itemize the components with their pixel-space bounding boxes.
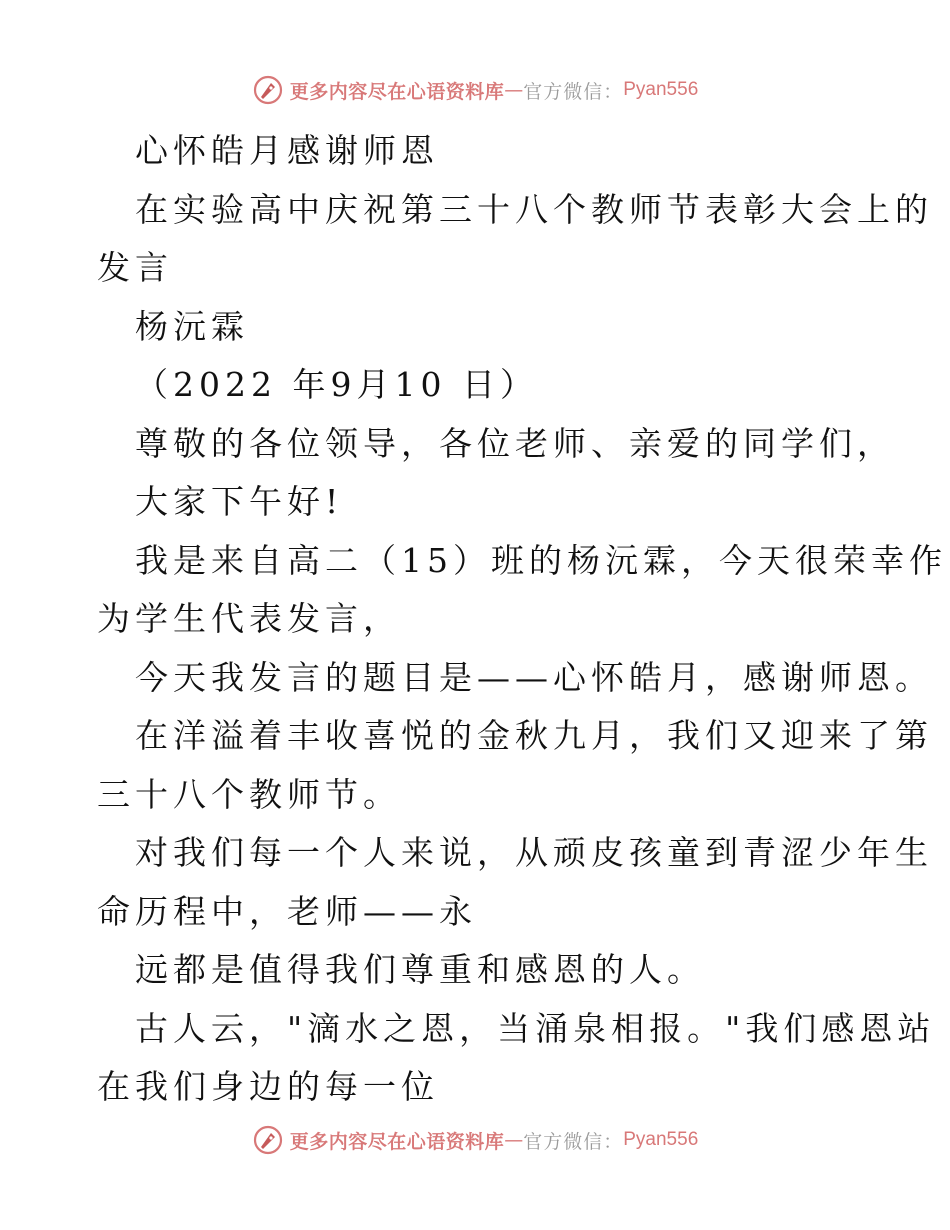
pen-nib-logo-icon (252, 74, 284, 106)
document-line: 发言 (97, 248, 173, 287)
document-line: 命历程中，老师——永 (97, 891, 477, 931)
document-line: 大家下午好! (135, 482, 344, 521)
header-banner (0, 70, 950, 110)
document-line: 尊敬的各位领导，各位老师、亲爱的同学们， (135, 423, 895, 463)
document-line: 远都是值得我们尊重和感恩的人。 (135, 950, 705, 989)
banner-dash: — (504, 1129, 524, 1151)
banner-main-text: 更多内容尽在心语资料库 (289, 80, 505, 103)
pen-nib-logo-icon (252, 1124, 284, 1156)
document-line: 在洋溢着丰收喜悦的金秋九月，我们又迎来了第 (135, 716, 933, 755)
document-line: 心怀皓月感谢师恩 (135, 131, 439, 170)
banner-main-text: 更多内容尽在心语资料库 (289, 1130, 505, 1153)
document-line: 在实验高中庆祝第三十八个教师节表彰大会上的 (135, 189, 933, 229)
banner-wechat-id: Pyan556 (623, 1129, 699, 1150)
banner-wechat-id: Pyan556 (623, 79, 699, 100)
footer-banner (0, 1120, 950, 1160)
document-line: 古人云，"滴水之恩，当涌泉相报。"我们感恩站 (135, 1008, 936, 1048)
banner-label: 官方微信： (523, 1130, 624, 1153)
document-line: 三十八个教师节。 (97, 774, 401, 814)
document-body (97, 122, 947, 1117)
document-line: 对我们每一个人来说，从顽皮孩童到青涩少年生 (135, 833, 933, 872)
banner-dash: — (504, 79, 524, 101)
document-line: 为学生代表发言， (97, 599, 401, 638)
banner-label: 官方微信： (523, 80, 624, 103)
document-line: 杨沅霖 (135, 306, 249, 346)
document-line: 今天我发言的题目是——心怀皓月，感谢师恩。 (135, 657, 933, 697)
document-line: 在我们身边的每一位 (97, 1067, 439, 1106)
document-line: （2022 年9月10 日） (135, 365, 538, 404)
document-line: 我是来自高二（15）班的杨沅霖，今天很荣幸作 (135, 540, 947, 580)
